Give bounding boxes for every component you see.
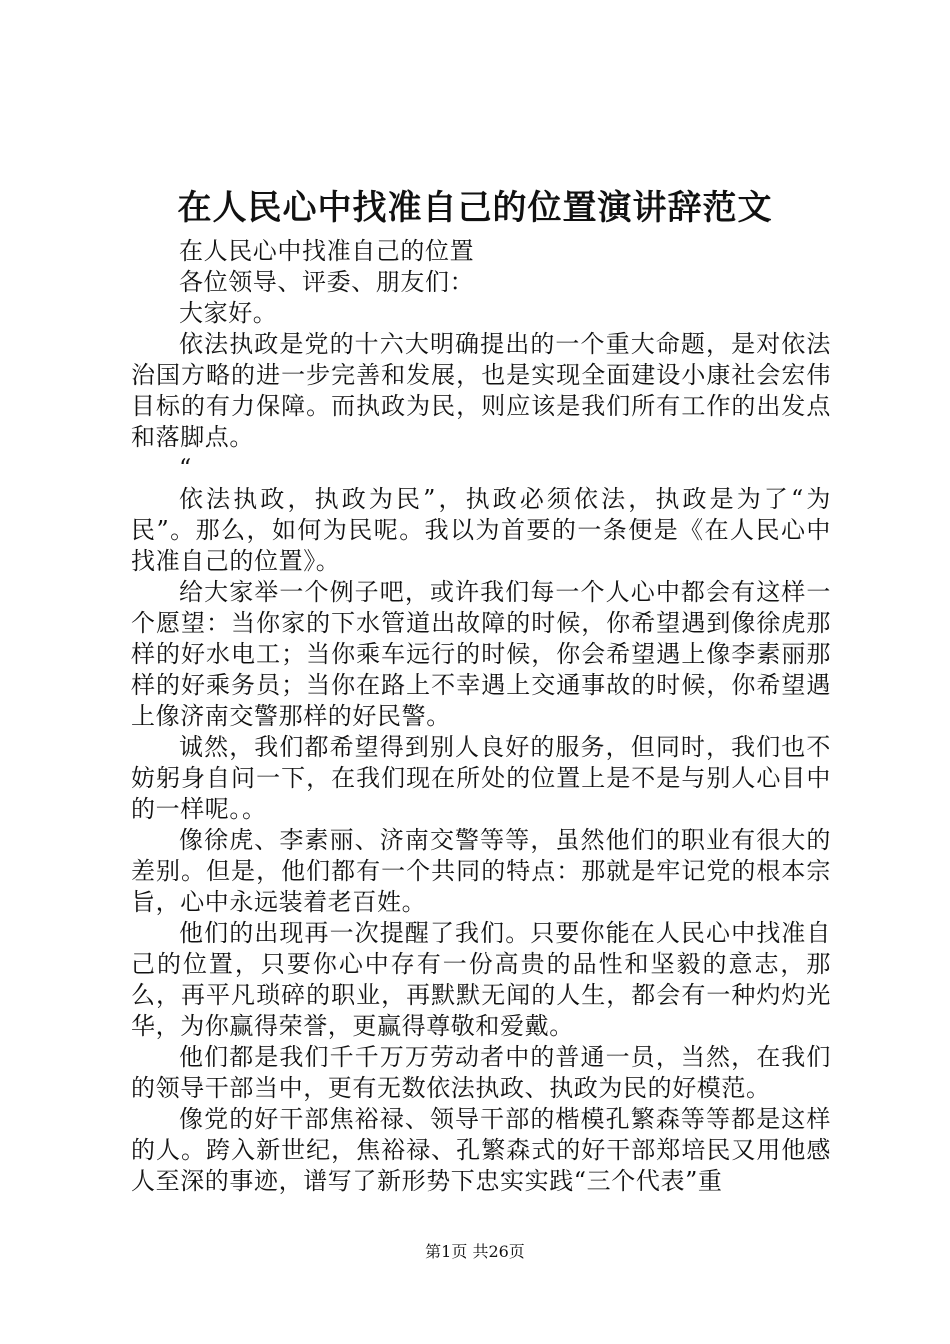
paragraph: 他们的出现再一次提醒了我们。只要你能在人民心中找准自己的位置，只要你心中存有一份高贵的品性和坚毅的意志，那么，再平凡琐碎的职业，再默默无闻的人生，都会有一种灼灼光华，为你赢得荣誉，更赢得尊敬和爱戴。 — [131, 919, 831, 1040]
document-title: 在人民心中找准自己的位置演讲辞范文 — [177, 188, 773, 228]
paragraph: “ — [179, 454, 192, 482]
document-body — [131, 236, 831, 1197]
paragraph: 大家好。 — [179, 299, 278, 327]
paragraph: 他们都是我们千千万万劳动者中的普通一员，当然，在我们的领导干部当中，更有无数依法执政、执政为民的好模范。 — [131, 1043, 831, 1102]
paragraph: 诚然，我们都希望得到别人良好的服务，但同时，我们也不妨躬身自问一下，在我们现在所处的位置上是不是与别人心目中的一样呢。。 — [131, 733, 831, 823]
paragraph: 给大家举一个例子吧，或许我们每一个人心中都会有这样一个愿望：当你家的下水管道出故障的时候，你希望遇到像徐虎那样的好水电工；当你乘车远行的时候，你会希望遇上像李素丽那样的好乘务员；当你在路上不幸遇上交通事故的时候，你希望遇上像济南交警那样的好民警。 — [131, 578, 831, 730]
paragraph: 依法执政是党的十六大明确提出的一个重大命题，是对依法治国方略的进一步完善和发展，也是实现全面建设小康社会宏伟目标的有力保障。而执政为民，则应该是我们所有工作的出发点和落脚点。 — [131, 330, 831, 451]
paragraph: 像徐虎、李素丽、济南交警等等，虽然他们的职业有很大的差别。但是，他们都有一个共同的特点：那就是牢记党的根本宗旨，心中永远装着老百姓。 — [131, 826, 831, 916]
page-number: 第1页 共26页 — [425, 1242, 525, 1261]
paragraph: 各位领导、评委、朋友们： — [179, 268, 475, 296]
paragraph: 依法执政，执政为民”，执政必须依法，执政是为了“为民”。那么，如何为民呢。我以为首要的一条便是《在人民心中找准自己的位置》。 — [131, 485, 831, 575]
paragraph: 像党的好干部焦裕禄、领导干部的楷模孔繁森等等都是这样的人。跨入新世纪，焦裕禄、孔繁森式的好干部郑培民又用他感人至深的事迹，谱写了新形势下忠实实践“三个代表”重 — [131, 1105, 831, 1195]
paragraph: 在人民心中找准自己的位置 — [179, 237, 475, 265]
